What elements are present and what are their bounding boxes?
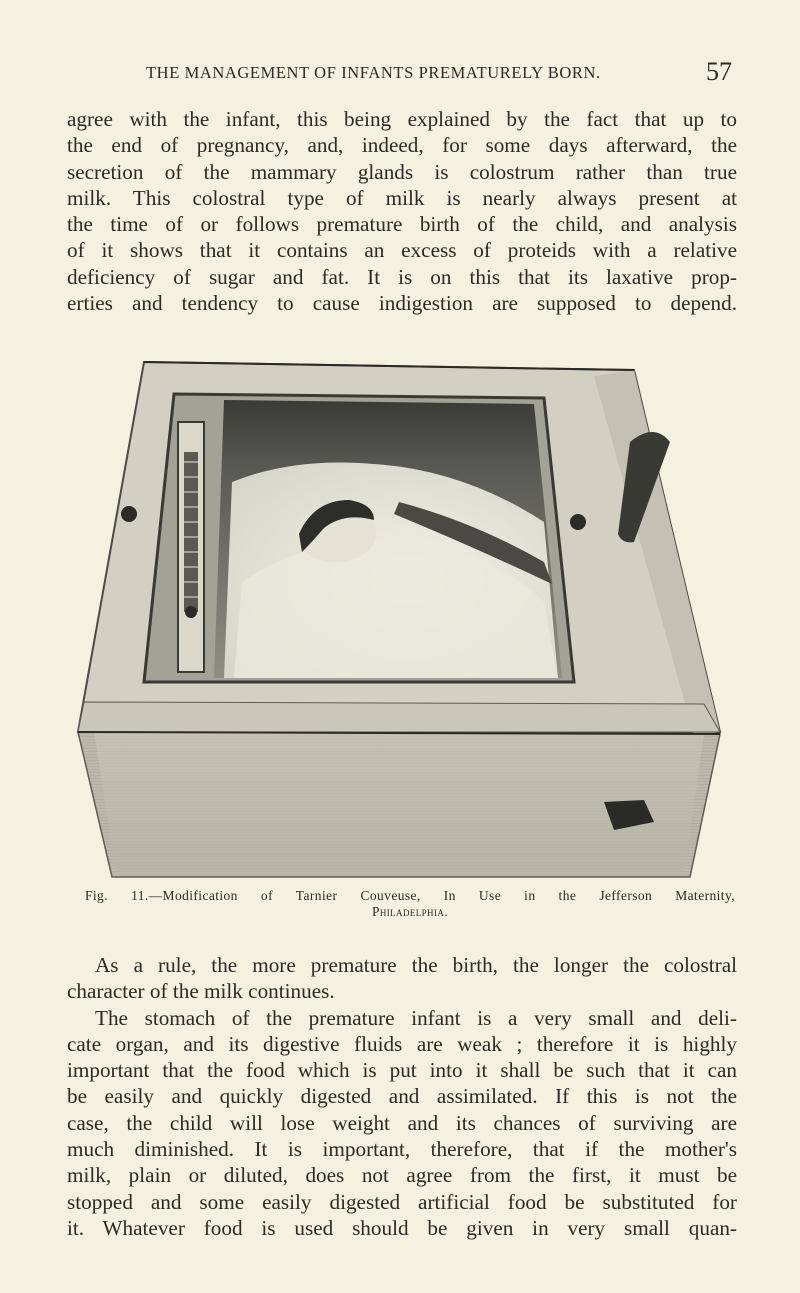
running-header [0,55,800,95]
text-line: it. Whatever food is used should be given in very small quan- [67,1215,737,1240]
paragraph-bottom [67,952,737,1241]
text-line: much diminished. It is important, therefore, that if the mother's [67,1137,737,1162]
text-line: As a rule, the more premature the birth, the longer the colostral [95,953,737,977]
text-line: character of the milk continues. [67,979,335,1004]
text-line: be easily and quickly digested and assimilated. If this is not the [67,1084,737,1109]
text-line: deficiency of sugar and fat. It is on this that its laxative prop- [67,264,737,289]
text-line: case, the child will lose weight and its chances of surviving are [67,1110,737,1135]
figure-caption [85,888,735,920]
text-line: milk, plain or diluted, does not agree from the first, it must be [67,1163,737,1188]
running-title: THE MANAGEMENT OF INFANTS PREMATURELY BORN. [146,63,601,82]
text-line: erties and tendency to cause indigestion are supposed to depend. [67,291,737,316]
text-line: milk. This colostral type of milk is nearly always present at [67,185,737,210]
text-line: stopped and some easily digested artificial food be substituted for [67,1189,737,1214]
caption-line: Philadelphia. [371,904,449,919]
incubator-illustration [74,352,730,882]
text-line: the time of or follows premature birth of the child, and analysis [67,212,737,237]
figure-incubator-photo [74,352,730,882]
paragraph-top [67,106,737,316]
text-line: agree with the infant, this being explained by the fact that up to [67,107,737,131]
text-line: cate organ, and its digestive fluids are weak ; therefore it is highly [67,1031,737,1056]
text-line: the end of pregnancy, and, indeed, for some days afterward, the [67,133,737,158]
text-line: The stomach of the premature infant is a very small and deli- [95,1005,737,1030]
text-line: important that the food which is put into it shall be such that it can [67,1058,737,1083]
text-line: of it shows that it contains an excess of proteids with a relative [67,238,737,263]
text-line: secretion of the mammary glands is colostrum rather than true [67,159,737,184]
page-number: 57 [706,57,732,86]
caption-line: Fig. 11.—Modification of Tarnier Couveuse, In Use in the Jefferson Maternity, [85,888,735,903]
